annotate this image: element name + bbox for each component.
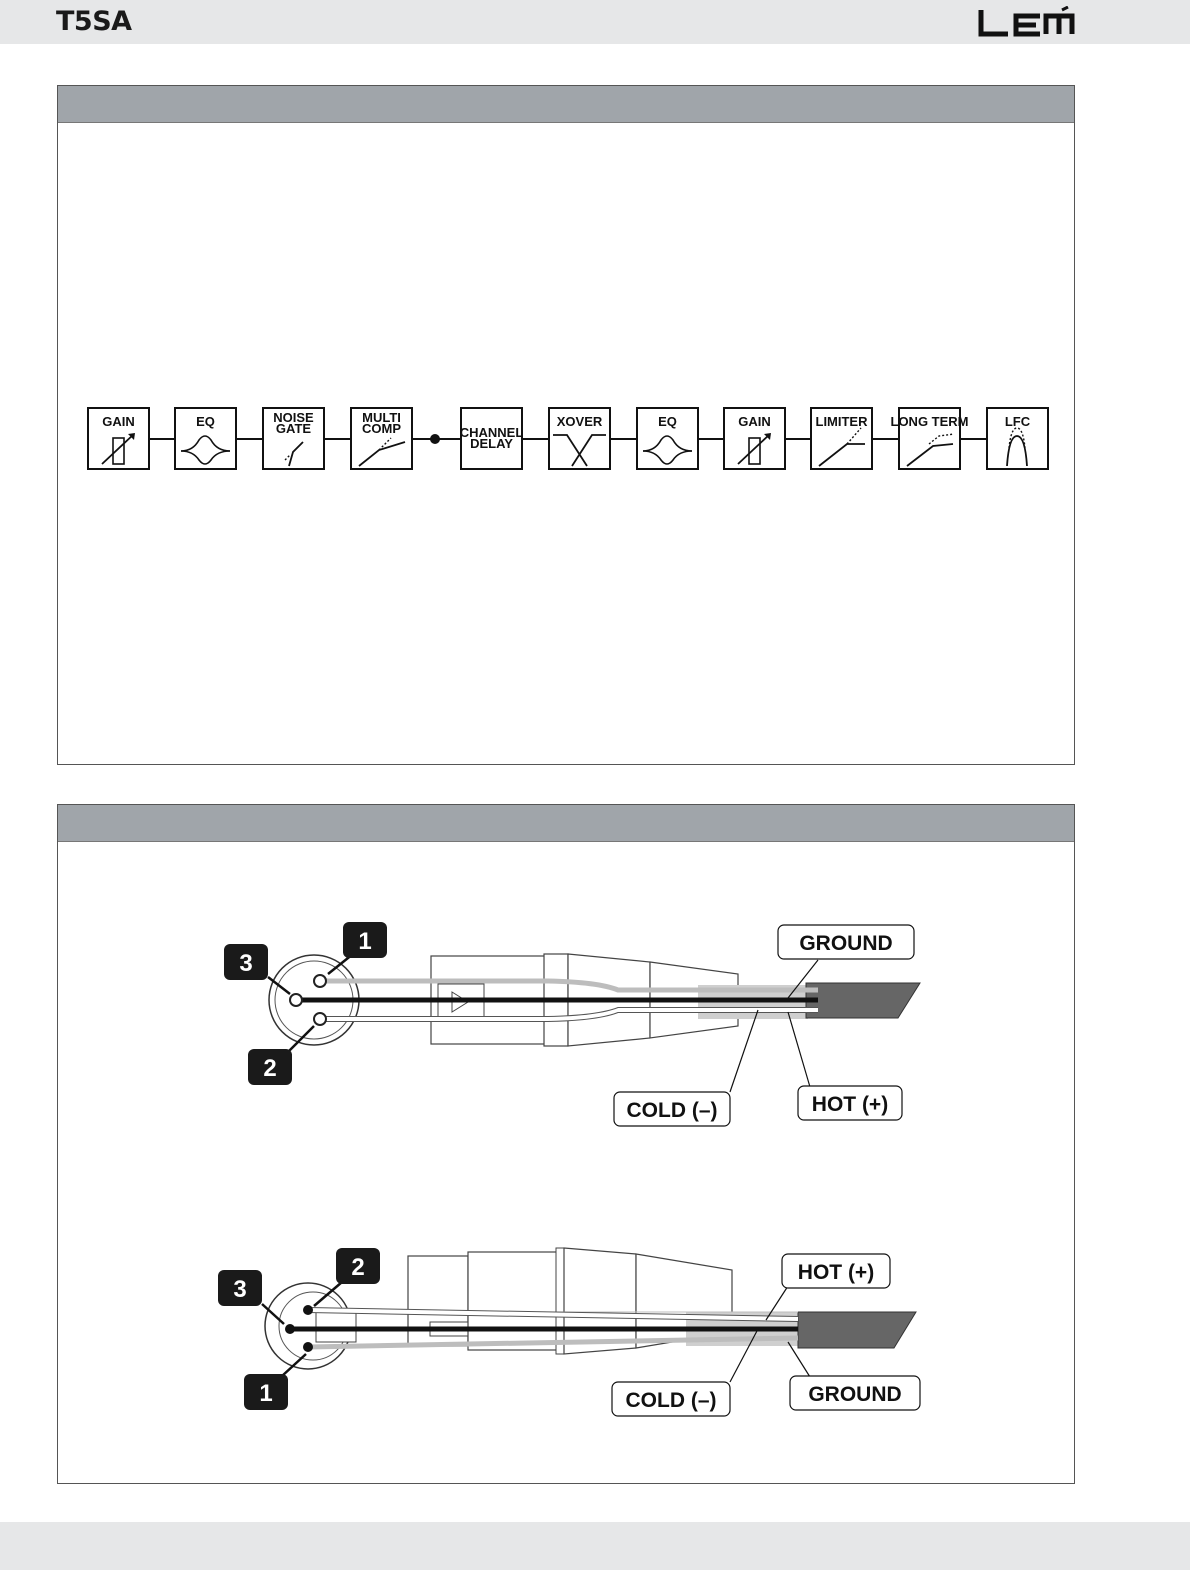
pin-badge-2: [248, 1026, 314, 1085]
dsp-block-label: NOISE: [273, 410, 314, 425]
ground-callout-bottom: [788, 1342, 920, 1410]
pin-number: 2: [351, 1254, 365, 1281]
dsp-block-label: DELAY: [470, 436, 513, 451]
dsp-block-label: XOVER: [556, 414, 603, 429]
wiring-panel: [57, 804, 1075, 1484]
cold-label: COLD (–): [626, 1099, 718, 1122]
dsp-block-label: LONG TERM: [890, 414, 969, 429]
dsp-panel: [57, 85, 1075, 765]
dsp-block-xover: [549, 408, 610, 469]
dsp-block-label: LIMITER: [815, 414, 868, 429]
pin-badge-3: [224, 944, 290, 994]
dsp-block-gain-in: [88, 408, 149, 469]
dsp-block-eq-out: [637, 408, 698, 469]
pin-number: 1: [259, 1380, 273, 1407]
dsp-block-label: EQ: [658, 414, 677, 429]
hot-label: HOT (+): [797, 1261, 875, 1284]
dsp-block-label: GAIN: [738, 414, 771, 429]
dsp-block-channel-delay: [460, 408, 524, 469]
wiring-diagram: [58, 842, 1074, 1484]
model-title: T5SA: [56, 6, 132, 37]
dsp-chain-diagram: [58, 123, 1074, 765]
dsp-block-limiter: [811, 408, 872, 469]
dsp-block-label: CHANNEL: [459, 425, 524, 440]
dsp-block-label: LFC: [1004, 414, 1031, 429]
junction-dot: [430, 434, 440, 444]
pin-number: 2: [263, 1055, 277, 1082]
hot-callout: [788, 1012, 902, 1120]
brand-logo: [978, 6, 1078, 38]
dsp-block-label: EQ: [196, 414, 215, 429]
ground-label: GROUND: [808, 1383, 902, 1406]
hot-label: HOT (+): [811, 1093, 889, 1116]
hot-callout-bottom: [766, 1254, 890, 1320]
dsp-block-multi-comp: [351, 408, 412, 469]
pin-badge-1: [328, 922, 387, 974]
pin-number: 3: [233, 1276, 247, 1303]
pin-number: 3: [239, 950, 253, 977]
dsp-block-eq-in: [175, 408, 236, 469]
pin-badge-2-female: [314, 1248, 380, 1306]
pin-number: 1: [358, 928, 372, 955]
dsp-block-lfc: [987, 408, 1048, 469]
wiring-panel-header: [58, 805, 1074, 842]
pin-badge-3-female: [218, 1270, 284, 1324]
dsp-block-long-term: [891, 408, 969, 469]
dsp-panel-header: [58, 86, 1074, 123]
xlr-connector-bottom: [218, 1248, 920, 1416]
header-bar: [0, 0, 1190, 44]
dsp-block-label: MULTI: [362, 410, 401, 425]
footer-bar: [0, 1522, 1190, 1570]
cold-label: COLD (–): [625, 1389, 717, 1412]
dsp-block-gain-out: [724, 408, 785, 469]
dsp-block-label: COMP: [362, 421, 401, 436]
dsp-block-label: GATE: [275, 421, 312, 436]
pin-badge-1-female: [244, 1354, 306, 1410]
dsp-block-noise-gate: [263, 408, 324, 469]
dsp-block-label: GAIN: [102, 414, 135, 429]
ground-label: GROUND: [799, 932, 893, 955]
xlr-connector-top: [224, 922, 920, 1126]
